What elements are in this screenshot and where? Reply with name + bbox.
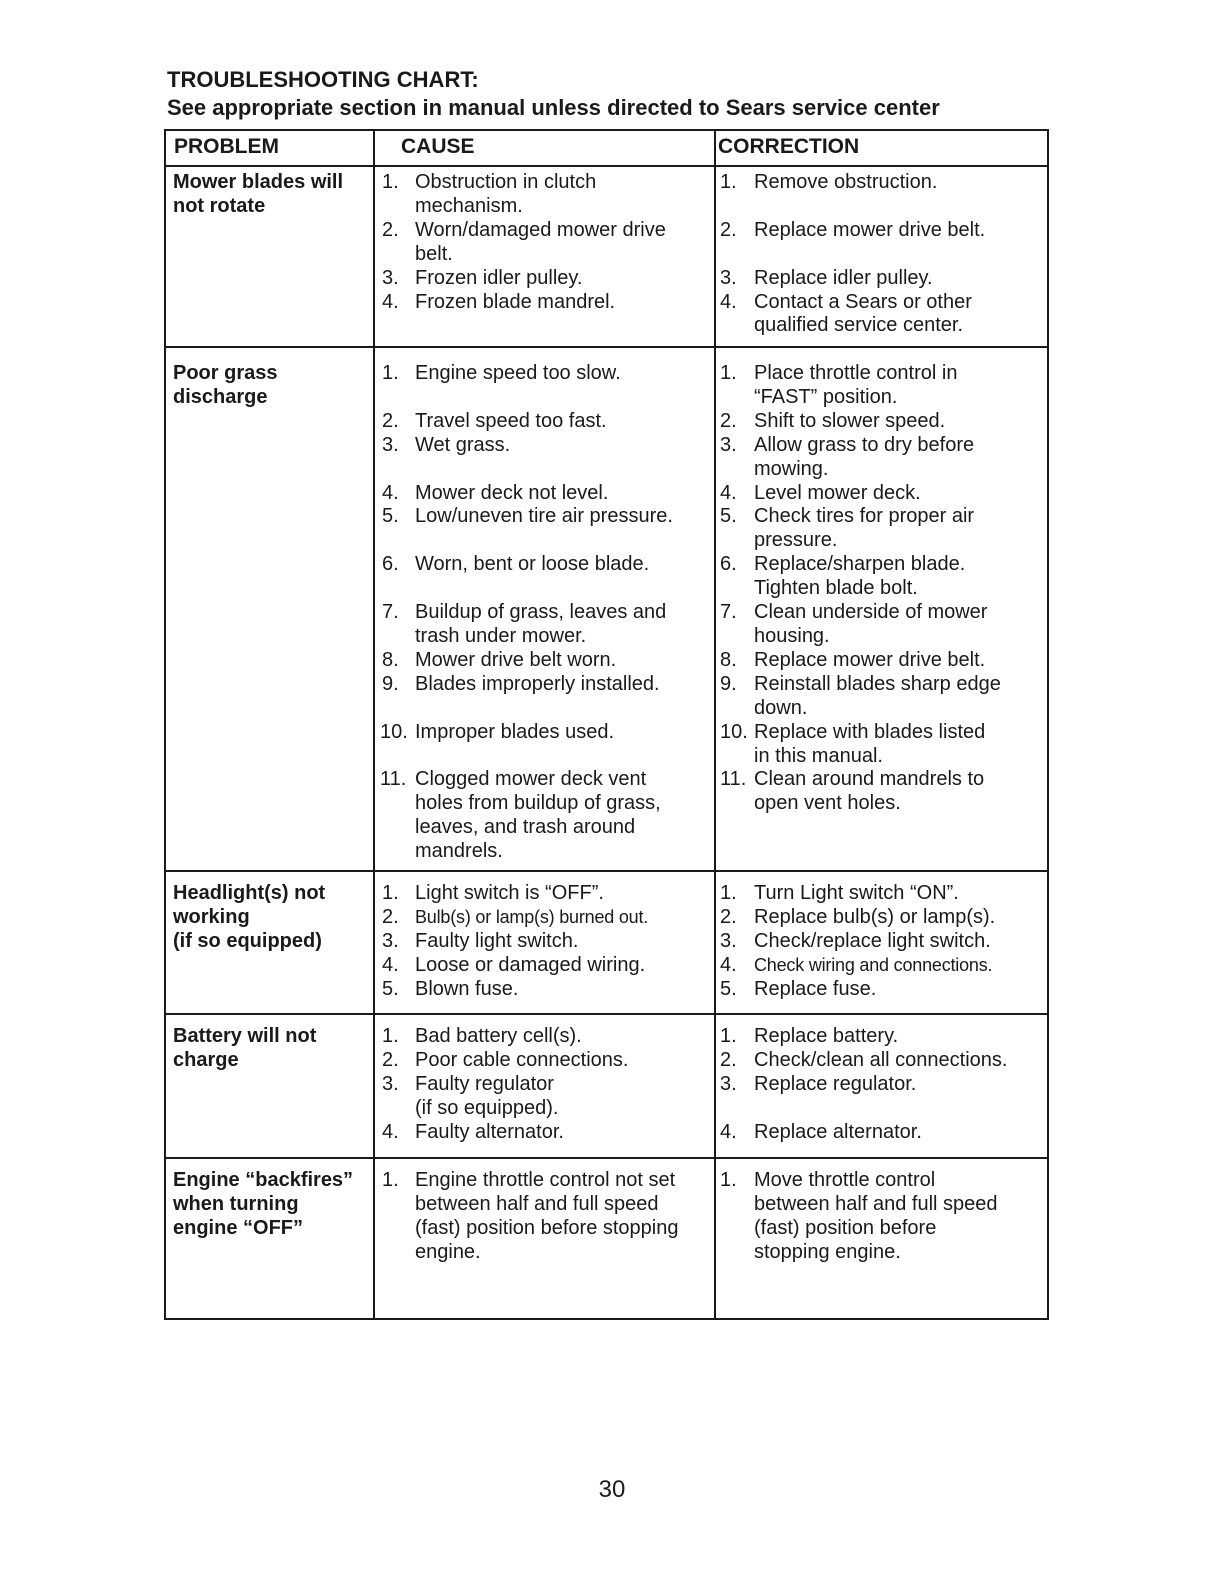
- list-item: 2. Poor cable connections.: [382, 1048, 629, 1071]
- list-item: 5. Blown fuse.: [382, 977, 519, 1000]
- correction-cell: [715, 1014, 1048, 1158]
- list-item: 9. Reinstall blades sharp edge down.: [720, 672, 1001, 719]
- list-item: 3. Replace idler pulley.: [720, 266, 933, 289]
- cause-cell: [374, 347, 715, 871]
- list-item: 2. Replace bulb(s) or lamp(s).: [720, 905, 996, 928]
- list-item: 4. Loose or damaged wiring.: [382, 953, 646, 976]
- list-item: 8. Mower drive belt worn.: [382, 648, 617, 671]
- list-item: 4. Mower deck not level.: [382, 481, 609, 504]
- troubleshooting-table: [164, 129, 1049, 1320]
- list-item: 4. Level mower deck.: [720, 481, 921, 504]
- list-item: 3. Check/replace light switch.: [720, 929, 991, 952]
- table-row: [165, 871, 1048, 1014]
- correction-cell: [715, 347, 1048, 871]
- list-item: 1. Bad battery cell(s).: [382, 1025, 582, 1047]
- table-row: [165, 347, 1048, 871]
- list-item: 1. Remove obstruction.: [720, 171, 938, 193]
- list-item: 3. Faulty regulator (if so equipped).: [382, 1072, 559, 1119]
- list-item: 11. Clean around mandrels to open vent holes.: [720, 768, 985, 815]
- cause-cell: [374, 871, 715, 1014]
- column-header-problem: PROBLEM: [165, 130, 374, 166]
- list-item: 3. Faulty light switch.: [382, 929, 579, 952]
- list-item: 1. Engine speed too slow.: [382, 362, 621, 384]
- table-row: [165, 1158, 1048, 1319]
- list-item: 3. Wet grass.: [382, 433, 511, 456]
- problem-cell: Engine “backfires” when turning engine “OFF”: [165, 1158, 374, 1319]
- list-item: 2. Worn/damaged mower drive belt.: [382, 218, 666, 265]
- list-item: 1. Obstruction in clutch mechanism.: [382, 171, 597, 217]
- list-item: 4. Check wiring and connections.: [720, 953, 993, 976]
- cause-cell: [374, 166, 715, 347]
- list-item: 10. Replace with blades listed in this manual.: [720, 720, 986, 767]
- list-item: 5. Check tires for proper air pressure.: [720, 505, 975, 552]
- problem-cell: Battery will not charge: [165, 1014, 374, 1158]
- list-item: 2. Travel speed too fast.: [382, 409, 607, 432]
- list-item: 1. Replace battery.: [720, 1025, 899, 1047]
- list-item: 1. Place throttle control in “FAST” position.: [720, 362, 958, 408]
- list-item: 7. Buildup of grass, leaves and trash under mower.: [382, 601, 667, 647]
- table-header-row: [165, 130, 1048, 166]
- problem-cell: Mower blades will not rotate: [165, 166, 374, 347]
- chart-title: TROUBLESHOOTING CHART:: [167, 67, 479, 92]
- list-item: 5. Low/uneven tire air pressure.: [382, 505, 673, 528]
- list-item: 4. Faulty alternator.: [382, 1120, 564, 1143]
- list-item: 11. Clogged mower deck vent holes from buildup of grass, leaves, and trash around mandrels.: [380, 768, 661, 863]
- list-item: 1. Turn Light switch “ON”.: [720, 882, 959, 904]
- list-item: 10. Improper blades used.: [380, 720, 615, 743]
- list-item: 6. Worn, bent or loose blade.: [382, 553, 650, 576]
- list-item: 3. Replace regulator.: [720, 1072, 917, 1095]
- page-heading: [167, 66, 1057, 122]
- list-item: 1. Engine throttle control not set between half and full speed (fast) position before stopping engine.: [382, 1169, 679, 1263]
- list-item: 9. Blades improperly installed.: [382, 672, 660, 695]
- list-item: 2. Replace mower drive belt.: [720, 218, 986, 241]
- list-item: 4. Replace alternator.: [720, 1120, 922, 1143]
- column-header-cause: CAUSE: [374, 130, 715, 166]
- problem-cell: Headlight(s) not working (if so equipped): [165, 871, 374, 1014]
- list-item: 1. Move throttle control between half and full speed (fast) position before stopping engine.: [720, 1169, 998, 1263]
- list-item: 8. Replace mower drive belt.: [720, 648, 986, 671]
- list-item: 3. Frozen idler pulley.: [382, 266, 583, 289]
- cause-cell: [374, 1158, 715, 1319]
- list-item: 2. Bulb(s) or lamp(s) burned out.: [382, 905, 649, 928]
- column-header-correction: CORRECTION: [715, 130, 1048, 166]
- correction-cell: [715, 871, 1048, 1014]
- table-row: [165, 166, 1048, 347]
- page-number: 30: [598, 1476, 626, 1503]
- list-item: 7. Clean underside of mower housing.: [720, 601, 988, 647]
- list-item: 6. Replace/sharpen blade. Tighten blade bolt.: [720, 553, 966, 600]
- list-item: 2. Shift to slower speed.: [720, 409, 946, 432]
- correction-cell: [715, 1158, 1048, 1319]
- correction-cell: [715, 166, 1048, 347]
- list-item: 5. Replace fuse.: [720, 977, 877, 1000]
- cause-cell: [374, 1014, 715, 1158]
- list-item: 1. Light switch is “OFF”.: [382, 882, 604, 904]
- list-item: 3. Allow grass to dry before mowing.: [720, 433, 975, 480]
- list-item: 4. Frozen blade mandrel.: [382, 290, 616, 313]
- chart-subtitle: See appropriate section in manual unless directed to Sears service center: [167, 95, 940, 120]
- problem-cell: Poor grass discharge: [165, 347, 374, 871]
- list-item: 4. Contact a Sears or other qualified service center.: [720, 290, 972, 337]
- table-row: [165, 1014, 1048, 1158]
- list-item: 2. Check/clean all connections.: [720, 1048, 1008, 1071]
